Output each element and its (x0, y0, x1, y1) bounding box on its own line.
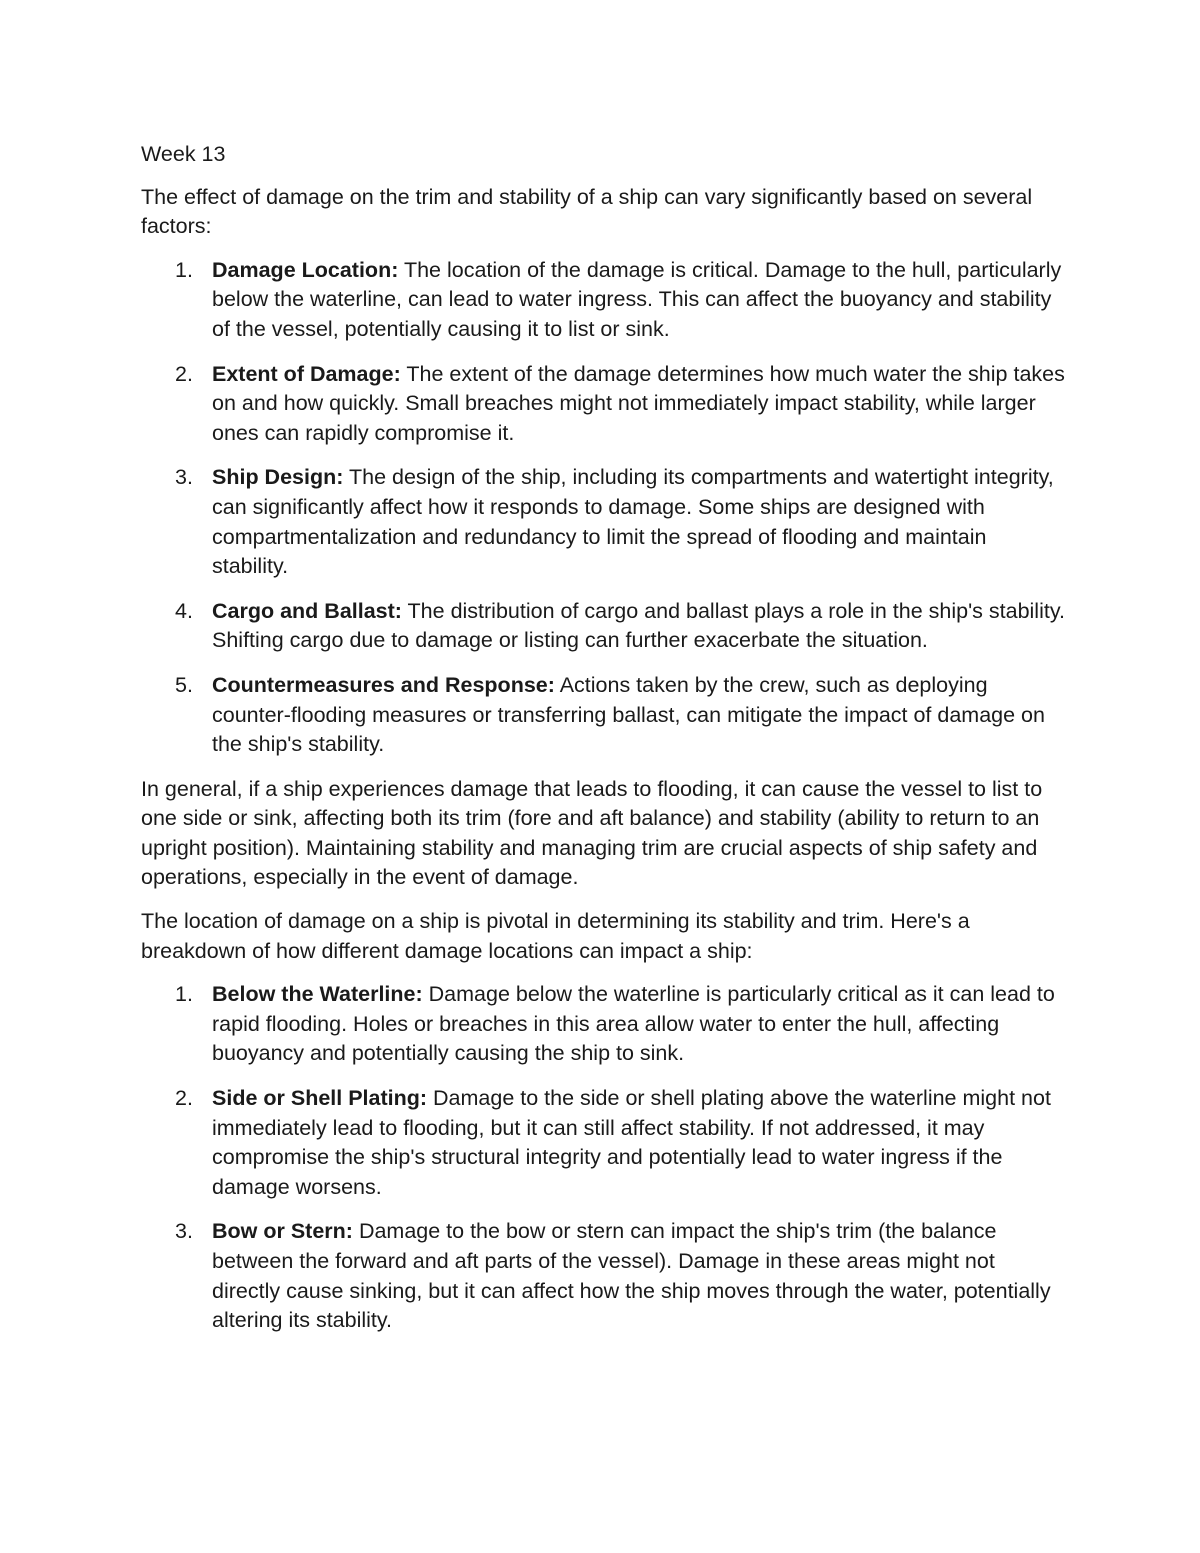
list-text: Damage to the side or shell plating above the waterline might not immediately lead to flooding, but it can still affect stability. If not addressed, it may compromise the ship's structural integrity and potentially lead to water ingress if the damage worsens. (212, 1086, 1051, 1199)
list-text: Damage to the bow or stern can impact the ship's trim (the balance between the forward and aft parts of the vessel). Damage in these areas might not directly cause sinking, but it can affect how the ship moves through the water, potentially altering its stability. (212, 1219, 1051, 1333)
list-term: Bow or Stern: (212, 1219, 353, 1244)
list-item (141, 597, 1066, 656)
locations-list (141, 980, 1066, 1336)
document-page (141, 140, 1066, 1351)
list-number: 2. (175, 361, 193, 386)
list-term: Extent of Damage: (212, 361, 401, 386)
list-number: 4. (175, 598, 193, 623)
factors-list (141, 256, 1066, 760)
list-number: 3. (175, 465, 193, 490)
list-item (141, 463, 1066, 581)
list-number: 2. (175, 1086, 193, 1111)
list-term: Side or Shell Plating: (212, 1086, 428, 1111)
list-text: Actions taken by the crew, such as deploying counter-flooding measures or transferring ballast, can mitigate the impact of damage on the ship's stability. (212, 672, 1045, 757)
list-text: The location of the damage is critical. Damage to the hull, particularly below the waterline, can lead to water ingress. This can affect the buoyancy and stability of the vessel, potentially causing it to list or sink. (212, 257, 1062, 341)
list-term: Ship Design: (212, 465, 344, 490)
locations-intro-paragraph: The location of damage on a ship is pivotal in determining its stability and trim. Here's a breakdown of how different damage locations can impact a ship: (141, 909, 970, 963)
list-number: 3. (175, 1219, 193, 1244)
list-number: 1. (175, 257, 193, 282)
list-item (141, 360, 1066, 449)
document-title: Week 13 (141, 142, 226, 166)
list-item (141, 980, 1066, 1069)
list-term: Below the Waterline: (212, 982, 423, 1007)
list-text: Damage below the waterline is particularly critical as it can lead to rapid flooding. Holes or breaches in this area allow water to enter the hull, affecting buoyancy and potentially causing the ship to sink. (212, 982, 1055, 1066)
summary-paragraph: In general, if a ship experiences damage that leads to flooding, it can cause the vessel to list to one side or sink, affecting both its trim (fore and aft balance) and stability (ability to return to an upright position). Maintaining stability and managing trim are crucial aspects of ship safety and operations, especially in the event of damage. (141, 776, 1043, 890)
list-item (141, 671, 1066, 760)
list-number: 1. (175, 982, 193, 1007)
list-text: The extent of the damage determines how much water the ship takes on and how quickly. Small breaches might not immediately impact stability, while larger ones can rapidly compromise it. (212, 361, 1065, 445)
list-item (141, 1217, 1066, 1335)
list-item (141, 256, 1066, 345)
list-term: Damage Location: (212, 257, 399, 282)
list-text: The design of the ship, including its compartments and watertight integrity, can significantly affect how it responds to damage. Some ships are designed with compartmentalization and redundancy to limit the spread of flooding and maintain stability. (212, 465, 1054, 579)
list-term: Countermeasures and Response: (212, 672, 555, 697)
list-text: The distribution of cargo and ballast plays a role in the ship's stability. Shifting cargo due to damage or listing can further exacerbate the situation. (212, 598, 1065, 653)
list-term: Cargo and Ballast: (212, 598, 402, 623)
intro-paragraph: The effect of damage on the trim and stability of a ship can vary significantly based on several factors: (141, 184, 1033, 239)
list-number: 5. (175, 672, 193, 697)
list-item (141, 1084, 1066, 1202)
